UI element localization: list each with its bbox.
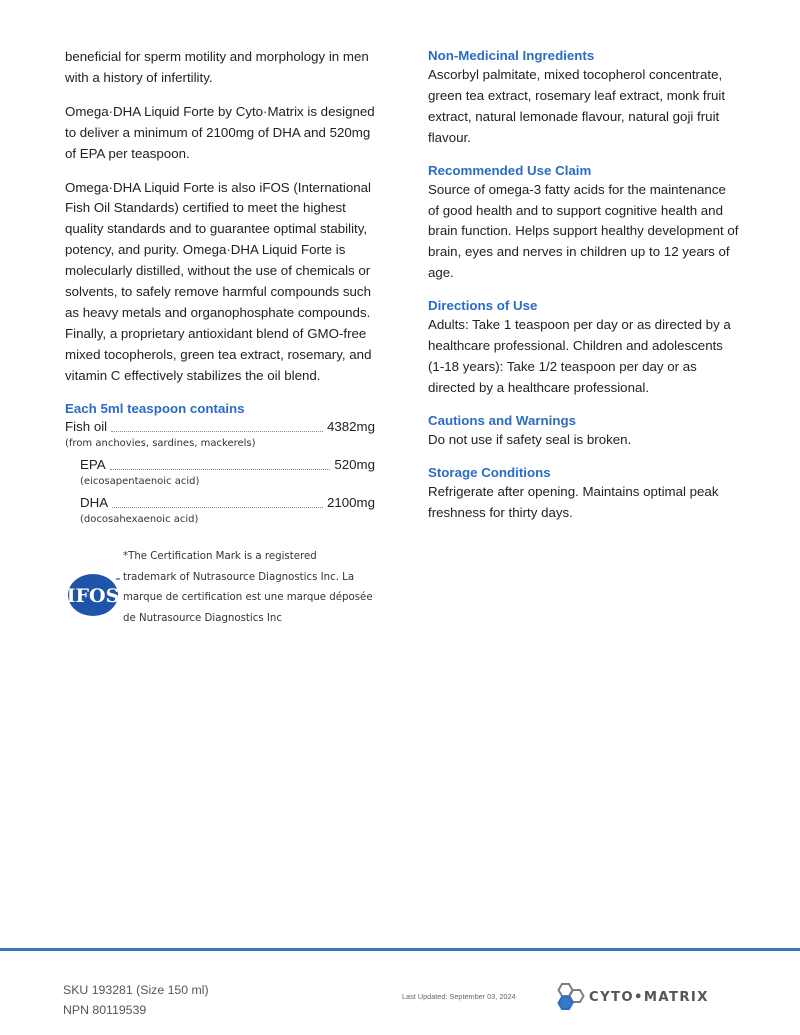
section-body: Refrigerate after opening. Maintains optimal peak freshness for thirty days. <box>428 483 719 520</box>
section-heading: Cautions and Warnings <box>428 412 576 428</box>
section-storage-conditions <box>428 464 740 524</box>
hexagon-cluster-icon <box>552 982 586 1012</box>
ingredient-note: (docosahexaenoic acid) <box>80 513 199 525</box>
section-heading: Directions of Use <box>428 298 538 314</box>
ingredient-amount: 520mg <box>334 456 375 472</box>
ingredient-name: DHA <box>80 494 109 510</box>
intro-paragraph-1: beneficial for sperm motility and morphology in men with a history of infertility. <box>65 49 369 85</box>
section-cautions-warnings <box>428 412 740 451</box>
ingredient-name: Fish oil <box>65 418 108 434</box>
section-body: Adults: Take 1 teaspoon per day or as directed by a healthcare professional. Children and adolescents (1-18 years): Take 1/2 teaspoon per day or as directed by a healthcare professional. <box>428 317 731 395</box>
certification-text: *The Certification Mark is a registered trademark of Nutrasource Diagnostics Inc. La marque de certification est une marque déposée de Nutrasource Diagnostics Inc <box>123 551 373 624</box>
section-body: Do not use if safety seal is broken. <box>428 431 632 447</box>
npn-text: NPN 80119539 <box>63 1003 147 1017</box>
right-column <box>428 47 740 537</box>
ingredient-amount: 2100mg <box>326 494 375 510</box>
footer-divider <box>0 948 800 951</box>
left-column <box>65 47 375 532</box>
supplement-row-fish-oil <box>65 418 375 436</box>
ifos-logo-icon <box>67 572 121 618</box>
section-heading: Storage Conditions <box>428 464 551 480</box>
footer-product-ids <box>63 980 209 1020</box>
intro-paragraph-2: Omega·DHA Liquid Forte by Cyto·Matrix is designed to deliver a minimum of 2100mg of DHA and 520mg of EPA per teaspoon. <box>65 103 375 161</box>
ifos-logo-text: IFOS <box>67 585 120 607</box>
ingredient-name: EPA <box>80 456 106 472</box>
brand-logo <box>552 982 709 1012</box>
ingredient-note: (eicosapentaenoic acid) <box>80 475 200 487</box>
supplement-row-dha <box>80 494 375 512</box>
sku-text: SKU 193281 (Size 150 ml) <box>63 983 209 997</box>
dot-leader <box>112 506 323 508</box>
section-body: Source of omega-3 fatty acids for the maintenance of good health and to support cognitive health and brain function. Helps support healthy development of brain, eyes and nerves in children up to 12 years of age. <box>428 181 739 281</box>
dot-leader <box>111 430 323 432</box>
brand-name: CYTO•MATRIX <box>589 989 709 1005</box>
ingredient-amount: 4382mg <box>326 418 375 434</box>
section-recommended-use <box>428 162 740 285</box>
section-heading: Recommended Use Claim <box>428 162 592 178</box>
supplement-row-epa <box>80 456 375 474</box>
supplement-title: Each 5ml teaspoon contains <box>65 400 245 416</box>
section-heading: Non-Medicinal Ingredients <box>428 48 595 63</box>
intro-paragraph-3: Omega·DHA Liquid Forte is also iFOS (International Fish Oil Standards) certified to meet the highest quality standards and to guarantee optimal stability, potency, and purity. Omega·DHA Liquid Forte is molecularly distilled, without the use of chemicals or solvents, to safely remove harmful compounds such as heavy metals and organophosphate compounds. Finally, a proprietary antioxidant blend of GMO-free mixed tocopherols, green tea extract, rosemary, and vitamin C effectively stabilizes the oil blend. <box>65 179 372 383</box>
supplement-facts <box>65 400 375 528</box>
section-body: Ascorbyl palmitate, mixed tocopherol concentrate, green tea extract, rosemary leaf extract, monk fruit extract, natural lemonade flavour, natural goji fruit flavour. <box>428 67 726 145</box>
section-non-medicinal-ingredients <box>428 47 740 149</box>
section-directions-of-use <box>428 297 740 399</box>
last-updated-text: Last Updated: September 03, 2024 <box>402 992 516 1001</box>
ingredient-note: (from anchovies, sardines, mackerels) <box>65 437 256 449</box>
dot-leader <box>110 468 331 470</box>
